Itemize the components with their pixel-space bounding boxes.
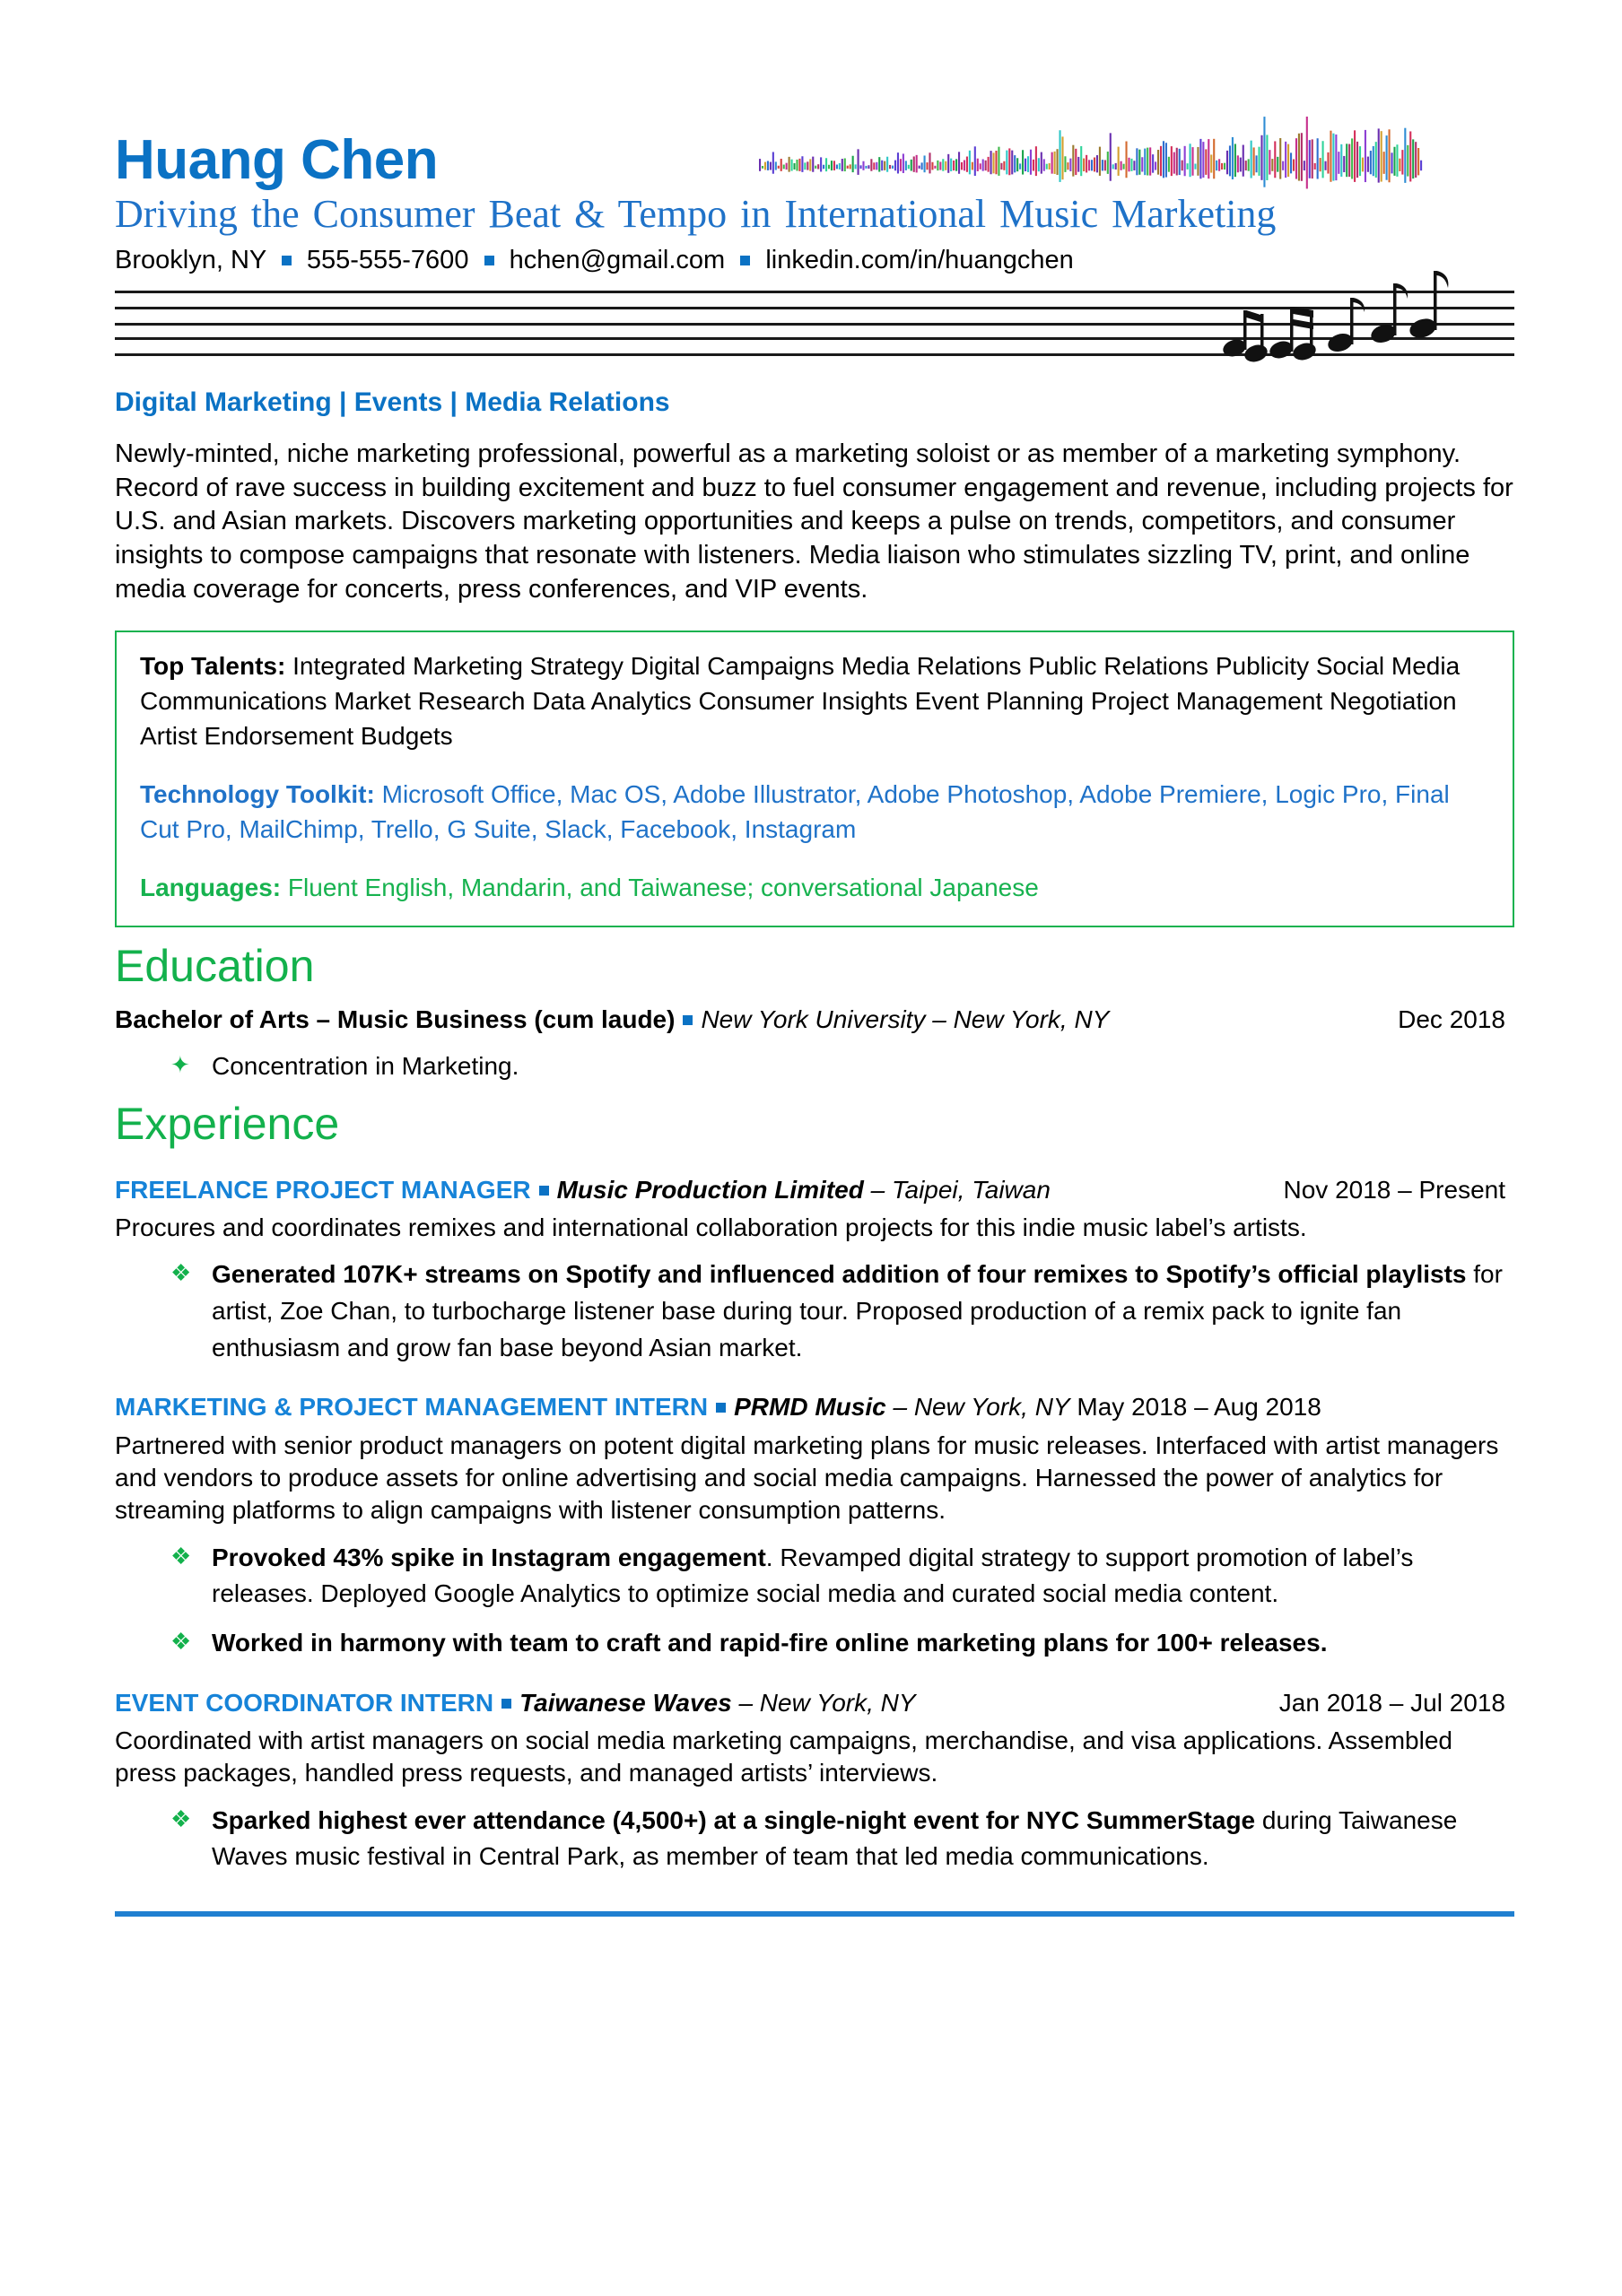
music-notes-icon xyxy=(1208,255,1504,371)
job-title: MARKETING & PROJECT MANAGEMENT INTERN xyxy=(115,1393,709,1422)
job-description: Procures and coordinates remixes and international collaboration projects for this indie music label’s artists. xyxy=(115,1213,1307,1241)
footer-rule xyxy=(115,1911,1514,1917)
contact-email[interactable]: hchen@gmail.com xyxy=(509,246,726,275)
resume-header xyxy=(115,0,1514,276)
education-entry xyxy=(115,1004,1514,1036)
separator-square-icon xyxy=(484,256,494,265)
education-section-heading: Education xyxy=(115,940,315,991)
experience-job xyxy=(115,1687,1514,1875)
experience-list xyxy=(115,1174,1514,1875)
top-talents-row xyxy=(140,648,1489,754)
job-location: – New York, NY xyxy=(731,1688,916,1717)
candidate-tagline: Driving the Consumer Beat & Tempo in International Music Marketing xyxy=(115,192,1277,236)
technology-toolkit-row xyxy=(140,777,1489,847)
technology-toolkit-text: Microsoft Office, Mac OS, Adobe Illustrator, Adobe Photoshop, Adobe Premiere, Logic Pro, Final Cut Pro, MailChimp, Trello, G Suite, Slack, Facebook, Instagram xyxy=(140,780,1450,844)
job-description: Coordinated with artist managers on social media marketing campaigns, merchandise, and visa applications. Assembled press packages, handled press requests, and managed artists’ interviews. xyxy=(115,1726,1452,1787)
job-header xyxy=(115,1391,1514,1423)
education-school: New York University – New York, NY xyxy=(701,1004,1110,1033)
education-date: Dec 2018 xyxy=(1398,1004,1505,1033)
job-bullet xyxy=(115,1803,1514,1875)
diamond-bullet-icon: ❖ xyxy=(170,1542,192,1570)
languages-text: Fluent English, Mandarin, and Taiwanese; conversational Japanese xyxy=(287,874,1039,902)
job-title: EVENT COORDINATOR INTERN xyxy=(115,1688,494,1717)
job-bullet xyxy=(115,1625,1514,1662)
separator-square-icon xyxy=(282,256,292,265)
top-talents-text: Integrated Marketing Strategy Digital Campaigns Media Relations Public Relations Publicity Social Media Communications Market Research Data Analytics Consumer Insights Event Planning Project Management Negotiation Artist Endorsement Budgets xyxy=(140,651,1461,750)
job-bullet-text: Generated 107K+ streams on Spotify and influenced addition of four remixes to Spotify’s official playlists for artist, Zoe Chan, to turbocharge listener base during tour. Proposed production of a remix pack to ignite fan enthusiasm and grow fan base beyond Asian market. xyxy=(212,1260,1503,1361)
job-title: FREELANCE PROJECT MANAGER xyxy=(115,1175,531,1204)
diamond-bullet-icon: ✦ xyxy=(170,1051,190,1079)
job-bullet xyxy=(115,1540,1514,1613)
skills-box xyxy=(115,631,1514,927)
job-bullet-text: Provoked 43% spike in Instagram engagement. Revamped digital strategy to support promotion of label’s releases. Deployed Google Analytics to optimize social media and curated social media content. xyxy=(212,1543,1414,1608)
technology-toolkit-label: Technology Toolkit: xyxy=(140,780,375,809)
contact-linkedin[interactable]: linkedin.com/in/huangchen xyxy=(765,246,1074,275)
audio-waveform-icon xyxy=(759,117,1423,199)
contact-location: Brooklyn, NY xyxy=(115,246,266,275)
education-bullet xyxy=(115,1048,1514,1085)
job-company: Taiwanese Waves xyxy=(519,1688,732,1717)
diamond-bullet-icon: ❖ xyxy=(170,1259,192,1287)
professional-headline: Digital Marketing | Events | Media Relations xyxy=(115,387,670,418)
separator-square-icon xyxy=(683,1015,693,1025)
summary-paragraph: Newly-minted, niche marketing professional, powerful as a marketing soloist or as member of a marketing symphony. Record of rave success in building excitement and buzz to fuel consumer engagement and revenue, including projects for U.S. and Asian markets. Discovers marketing opportunities and keeps a pulse on trends, competitors, and consumer insights to compose campaigns that resonate with listeners. Media liaison who stimulates sizzling TV, print, and online media coverage for concerts, press conferences, and VIP events. xyxy=(115,439,1513,604)
candidate-name: Huang Chen xyxy=(115,129,439,191)
languages-row xyxy=(140,870,1489,905)
separator-square-icon xyxy=(716,1403,726,1413)
job-bullet-highlight: Provoked 43% spike in Instagram engagement xyxy=(212,1543,766,1571)
job-header xyxy=(115,1687,1514,1719)
education-bullet-text: Concentration in Marketing. xyxy=(212,1052,519,1081)
job-bullet-highlight: Sparked highest ever attendance (4,500+) at a single-night event for NYC SummerStage xyxy=(212,1805,1256,1834)
experience-section-heading: Experience xyxy=(115,1098,340,1149)
job-date: Jan 2018 – Jul 2018 xyxy=(1278,1688,1505,1717)
job-bullet-highlight: Generated 107K+ streams on Spotify and influenced addition of four remixes to Spotify’s official playlists xyxy=(212,1260,1467,1289)
job-bullet-text xyxy=(212,1625,1514,1662)
separator-square-icon xyxy=(740,256,750,265)
separator-square-icon xyxy=(539,1186,549,1196)
job-date: May 2018 – Aug 2018 xyxy=(1069,1393,1321,1422)
contact-phone[interactable]: 555-555-7600 xyxy=(306,246,469,275)
music-staff-divider xyxy=(115,285,1514,371)
experience-job xyxy=(115,1174,1514,1367)
job-bullet-text: Sparked highest ever attendance (4,500+) at a single-night event for NYC SummerStage during Taiwanese Waves music festival in Central Park, as member of team that led media communications. xyxy=(212,1805,1458,1871)
education-degree: Bachelor of Arts – Music Business (cum laude) xyxy=(115,1004,676,1033)
job-location: – New York, NY xyxy=(885,1393,1070,1422)
languages-label: Languages: xyxy=(140,874,282,902)
job-company: PRMD Music xyxy=(734,1393,886,1422)
diamond-bullet-icon: ❖ xyxy=(170,1627,192,1655)
separator-square-icon xyxy=(501,1699,511,1709)
diamond-bullet-icon: ❖ xyxy=(170,1805,192,1832)
job-company: Music Production Limited xyxy=(556,1175,864,1204)
job-bullet-highlight: Worked in harmony with team to craft and rapid-fire online marketing plans for 100+ releases. xyxy=(212,1628,1328,1657)
experience-job xyxy=(115,1391,1514,1661)
job-date: Nov 2018 – Present xyxy=(1283,1175,1505,1204)
job-header xyxy=(115,1174,1514,1206)
job-description: Partnered with senior product managers on potent digital marketing plans for music releases. Interfaced with artist managers and vendors to produce assets for online advertising and social media campaigns. Harnessed the power of analytics for streaming platforms to align campaigns with listener consumption patterns. xyxy=(115,1431,1499,1525)
top-talents-label: Top Talents: xyxy=(140,651,286,680)
job-bullet xyxy=(115,1257,1514,1366)
job-location: – Taipei, Taiwan xyxy=(863,1175,1051,1204)
